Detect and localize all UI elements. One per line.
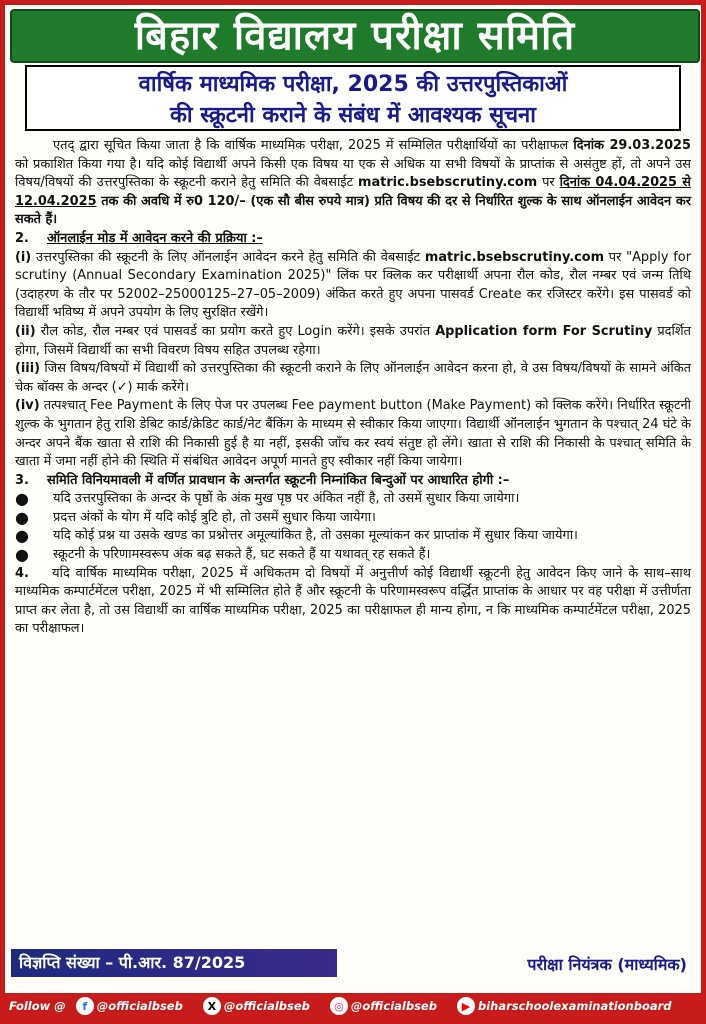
application-form-label: Application form For Scrutiny [435, 323, 653, 339]
notice-subtitle [25, 65, 681, 131]
bullet-item [15, 546, 691, 565]
instagram-handle: @officialbseb [350, 999, 437, 1013]
section-3-heading [15, 472, 691, 491]
youtube-handle: biharschoolexaminationboard [477, 999, 672, 1013]
facebook-link[interactable] [76, 997, 183, 1015]
result-date: दिनांक 29.03.2025 [573, 138, 691, 153]
item-iii-text: जिस विषय/विषयों में विद्यार्थी को उत्तरपुस्तिका की स्क्रूटनी कराने के लिए ऑनलाईन आवेदन करना हो, वे उस विषय/विषयों के सामने अंकित चेक बॉक्स के अन्दर (✓) मार्क करेंगे। [15, 361, 691, 395]
exam-controller: परीक्षा नियंत्रक (माध्यमिक) [527, 955, 687, 974]
item-ii-label: (ii) [15, 323, 36, 339]
bullet-icon: ● [15, 489, 29, 509]
intro-text-1: एतद् द्वारा सूचित किया जाता है कि वार्षिक माध्यमिक परीक्षा, 2025 में सम्मिलित परीक्षार्थियों का परीक्षाफल [53, 138, 574, 153]
item-iii-label: (iii) [15, 361, 41, 377]
bullet-icon: ● [15, 545, 29, 565]
section-2-heading [15, 230, 691, 249]
section-2-number: 2. [15, 230, 29, 246]
x-handle: @officialbseb [223, 999, 310, 1013]
bullet-item [15, 527, 691, 546]
instagram-link[interactable] [330, 997, 437, 1015]
bullet-item [15, 509, 691, 528]
item-ii [15, 323, 691, 360]
item-i-text-1: उत्तरपुस्तिका की स्क्रूटनी के लिए ऑनलाईन आवेदन करने हेतु समिति की वेबसाईट [31, 249, 425, 265]
item-iv-label: (iv) [15, 398, 40, 414]
x-icon: X [203, 997, 221, 1015]
section-4 [15, 565, 691, 639]
bullet-icon: ● [15, 526, 29, 546]
social-bar [5, 993, 701, 1019]
bullet-text: स्क्रूटनी के परिणामस्वरूप अंक बढ़ सकते हैं, घट सकते हैं या यथावत् रह सकते हैं। [53, 547, 431, 563]
section-3-title: समिति विनियमावली में वर्णित प्रावधान के अन्तर्गत स्क्रूटनी निम्नांकित बिन्दुओं पर आधारित होगी :– [47, 472, 510, 488]
application-dates: दिनांक 04.04.2025 से 12.04.2025 [15, 175, 691, 209]
facebook-handle: @officialbseb [96, 999, 183, 1013]
bullet-text: यदि कोई प्रश्न या उसके खण्ड का प्रश्नोत्तर अमूल्यांकित है, तो उसका मूल्यांकन कर प्राप्तांक में सुधार किया जायेगा। [53, 528, 578, 544]
instagram-icon: ◎ [330, 997, 348, 1015]
item-i-website-link[interactable]: matric.bsebscrutiny.com [424, 249, 605, 265]
bullet-item [15, 490, 691, 509]
intro-paragraph [15, 137, 691, 230]
item-iv-text: तत्पश्चात् Fee Payment के लिए पेज पर उपलब्ध Fee payment button (Make Payment) को क्लिक करेंगे। निर्धारित स्क्रूटनी शुल्क के भुगतान हेतु राशि डेबिट कार्ड/क्रेडिट कार्ड/नेट बैंकिंग के माध्यम से स्वीकार किया जाएगा। विद्यार्थी ऑनलाईन भुगतान के पश्चात् 24 घंटे के अन्दर अपने बैंक खाता से राशि की निकासी हुई है या नहीं, इसकी जाँच कर स्वयं संतुष्ट हो लेंगे। खाता से राशि की निकासी के पश्चात् समिति के खाता में जमा नहीं होने की स्थिति में संबंधित आवेदन अपूर्ण मानते हुए स्वीकार नहीं किया जायेगा। [15, 398, 691, 470]
intro-text-3: पर [537, 175, 560, 191]
section-3-number: 3. [15, 472, 29, 488]
bullet-icon: ● [15, 507, 29, 527]
section-2-title: ऑनलाईन मोड में आवेदन करने की प्रक्रिया :– [47, 230, 263, 246]
item-i-label: (i) [15, 249, 32, 265]
item-i [15, 249, 691, 323]
bullet-text: प्रदत्त अंकों के योग में यदि कोई त्रुटि हो, तो उसमें सुधार किया जायेगा। [53, 509, 376, 525]
section-4-text: यदि वार्षिक माध्यमिक परीक्षा, 2025 में अधिकतम दो विषयों में अनुत्तीर्ण कोई विद्यार्थी स्क्रूटनी हेतु आवेदन किए जाने के साथ–साथ माध्यमिक कम्पार्टमेंटल परीक्षा, 2025 में भी सम्मिलित होते हैं और स्क्रूटनी के परिणामस्वरूप वर्द्धित प्राप्तांक के आधार पर वह परीक्षा में उत्तीर्णता प्राप्त कर लेता है, तो उस विद्यार्थी का वार्षिक माध्यमिक परीक्षा, 2025 का परीक्षाफल ही मान्य होगा, न कि माध्यमिक कम्पार्टमेंटल परीक्षा, 2025 का परीक्षाफल। [15, 565, 692, 637]
bullet-text: यदि उत्तरपुस्तिका के अन्दर के पृष्ठों के अंक मुख पृष्ठ पर अंकित नहीं है, तो उसमें सुधार किया जायेगा। [53, 491, 520, 507]
item-ii-text-1: रौल कोड, रौल नम्बर एवं पासवर्ड का प्रयोग करते हुए Login करेंगे। इसके उपरांत [35, 323, 436, 339]
notice-body [15, 137, 691, 639]
section-4-number: 4. [15, 565, 29, 581]
item-i-text-2: पर "Apply for scrutiny (Annual Secondary Examination 2025)" लिंक पर क्लिक कर परीक्षार्थी अपना रौल कोड, रौल नम्बर एवं जन्म तिथि (उदाहरण के तौर पर 52002–25000125–27–05–2009) अंकित करते हुए अपना पासवर्ड Create कर रजिस्टर करेंगे। इस पासवर्ड को विद्यार्थी भविष्य में अपने उपयोग के लिए सुरक्षित रखेंगे। [15, 249, 691, 321]
youtube-icon: ▶ [457, 997, 475, 1015]
item-ii-text-2: प्रदर्शित होगा, जिसमें विद्यार्थी का सभी विवरण विषय सहित उपलब्ध रहेगा। [15, 323, 691, 358]
notice-number: विज्ञप्ति संख्या – पी.आर. 87/2025 [11, 949, 337, 977]
facebook-icon: f [76, 997, 94, 1015]
website-link[interactable]: matric.bsebscrutiny.com [358, 175, 538, 191]
youtube-link[interactable] [457, 997, 672, 1015]
item-iv [15, 397, 691, 471]
board-title: बिहार विद्यालय परीक्षा समिति [10, 9, 700, 63]
subtitle-line-2: की स्क्रूटनी कराने के संबंध में आवश्यक सूचना [170, 103, 536, 128]
item-iii [15, 360, 691, 397]
subtitle-line-1: वार्षिक माध्यमिक परीक्षा, 2025 की उत्तरपुस्तिकाओं [138, 72, 568, 97]
x-link[interactable] [203, 997, 310, 1015]
follow-label: Follow @ [9, 999, 66, 1013]
fee-text: तक की अवधि में रु0 120/– (एक सौ बीस रुपये मात्र) प्रति विषय की दर से निर्धारित शुल्क के साथ ऑनलाईन आवेदन कर सकते हैं। [15, 193, 691, 228]
intro-text-2: को प्रकाशित किया गया है। यदि कोई विद्यार्थी अपने किसी एक विषय या एक से अधिक या सभी विषयों के प्राप्तांक से असंतुष्ट हों, तो अपने उस विषय/विषयों की उत्तरपुस्तिका के स्क्रूटनी कराने हेतु समिति की वेबसाईट [15, 156, 691, 191]
